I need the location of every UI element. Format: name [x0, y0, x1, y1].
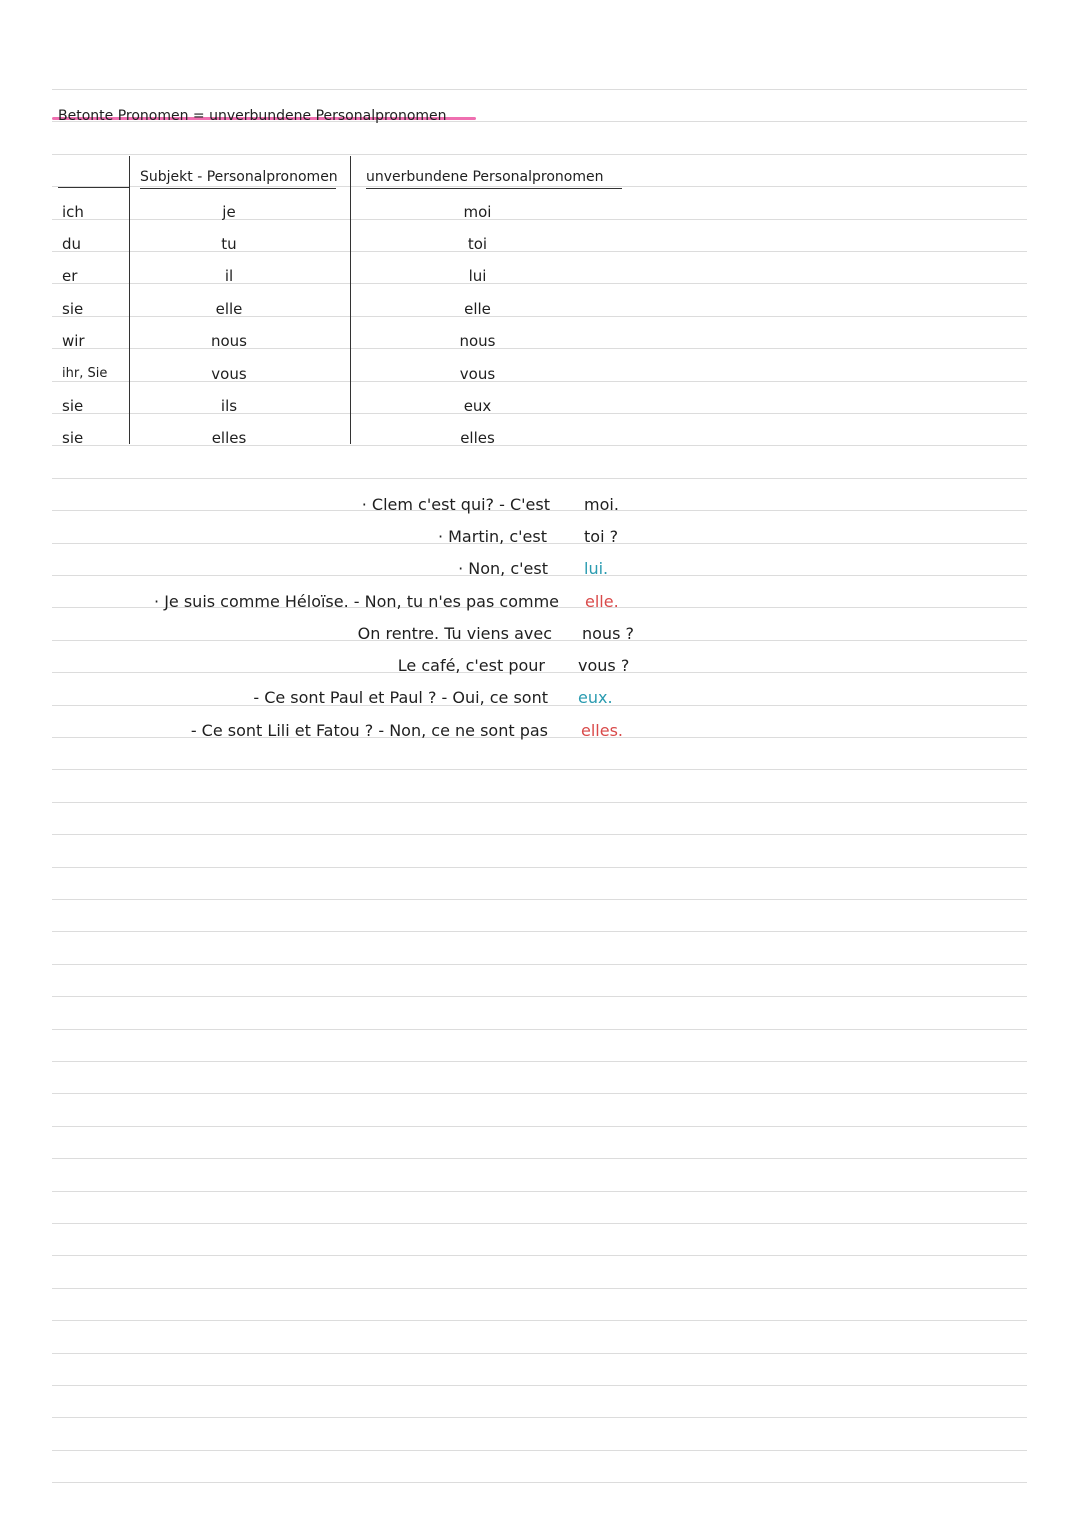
example-text: · Je suis comme Héloïse. - Non, tu n'es pas comme: [154, 592, 559, 611]
table-top-line: [58, 187, 130, 188]
ruled-line: [52, 154, 1027, 155]
disjunctive-pronoun: elles: [460, 429, 495, 447]
example-answer: nous ?: [582, 624, 634, 643]
ruled-line: [52, 769, 1027, 770]
ruled-line: [52, 1417, 1027, 1418]
ruled-line: [52, 1353, 1027, 1354]
ruled-line: [52, 1288, 1027, 1289]
disjunctive-pronoun: elle: [464, 300, 491, 318]
german-pronoun: er: [62, 267, 78, 285]
ruled-line: [52, 899, 1027, 900]
header-subject-pronouns: Subjekt - Personalpronomen: [140, 169, 338, 185]
disjunctive-pronoun: toi: [467, 235, 488, 253]
subject-pronoun: nous: [210, 332, 247, 350]
example-text: · Clem c'est qui? - C'est: [361, 495, 550, 514]
example-answer: elle.: [585, 592, 619, 611]
table-divider-2: [350, 156, 351, 444]
header-subject-underline: [140, 188, 336, 189]
example-answer: vous ?: [578, 656, 630, 675]
disjunctive-pronoun: lui: [468, 267, 487, 285]
ruled-line: [52, 1061, 1027, 1062]
disjunctive-pronoun: vous: [459, 365, 496, 383]
ruled-line: [52, 1450, 1027, 1451]
subject-pronoun: ils: [220, 397, 238, 415]
german-pronoun: wir: [62, 332, 85, 350]
subject-pronoun: il: [224, 267, 234, 285]
subject-pronoun: vous: [211, 365, 247, 383]
ruled-line: [52, 1320, 1027, 1321]
ruled-line: [52, 1191, 1027, 1192]
subject-pronoun: elle: [215, 300, 243, 318]
example-text: Le café, c'est pour: [397, 656, 545, 675]
ruled-line: [52, 931, 1027, 932]
german-pronoun: sie: [62, 429, 84, 447]
ruled-line: [52, 1158, 1027, 1159]
ruled-line: [52, 1482, 1027, 1483]
ruled-line: [52, 1126, 1027, 1127]
header-disjunctive-underline: [366, 188, 622, 189]
ruled-line: [52, 1223, 1027, 1224]
german-pronoun: sie: [62, 300, 84, 318]
german-pronoun: ich: [62, 203, 84, 221]
ruled-line: [52, 186, 1027, 187]
subject-pronoun: je: [222, 203, 236, 221]
ruled-line: [52, 867, 1027, 868]
ruled-line: [52, 1093, 1027, 1094]
table-divider-1: [129, 156, 130, 444]
example-text: - Ce sont Paul et Paul ? - Oui, ce sont: [253, 688, 548, 707]
ruled-line: [52, 89, 1027, 90]
german-pronoun: ihr, Sie: [62, 366, 108, 381]
example-answer: eux.: [578, 688, 613, 707]
german-pronoun: sie: [62, 397, 84, 415]
example-answer: toi ?: [584, 527, 619, 546]
subject-pronoun: elles: [211, 429, 247, 447]
page-title: Betonte Pronomen = unverbundene Personalpronomen: [58, 108, 447, 124]
disjunctive-pronoun: nous: [459, 332, 496, 350]
example-text: · Non, c'est: [458, 559, 548, 578]
example-answer: elles.: [581, 721, 623, 740]
ruled-line: [52, 1255, 1027, 1256]
ruled-line: [52, 478, 1027, 479]
subject-pronoun: tu: [221, 235, 237, 253]
example-text: · Martin, c'est: [437, 527, 547, 546]
header-disjunctive-pronouns: unverbundene Personalpronomen: [366, 169, 604, 185]
ruled-line: [52, 802, 1027, 803]
ruled-line: [52, 1385, 1027, 1386]
example-answer: moi.: [584, 495, 619, 514]
example-text: - Ce sont Lili et Fatou ? - Non, ce ne sont pas: [190, 721, 548, 740]
ruled-line: [52, 964, 1027, 965]
ruled-line: [52, 996, 1027, 997]
disjunctive-pronoun: moi: [463, 203, 492, 221]
disjunctive-pronoun: eux: [463, 397, 492, 415]
ruled-line: [52, 834, 1027, 835]
example-text: On rentre. Tu viens avec: [357, 624, 552, 643]
ruled-line: [52, 1029, 1027, 1030]
german-pronoun: du: [62, 235, 82, 253]
example-answer: lui.: [584, 559, 609, 578]
